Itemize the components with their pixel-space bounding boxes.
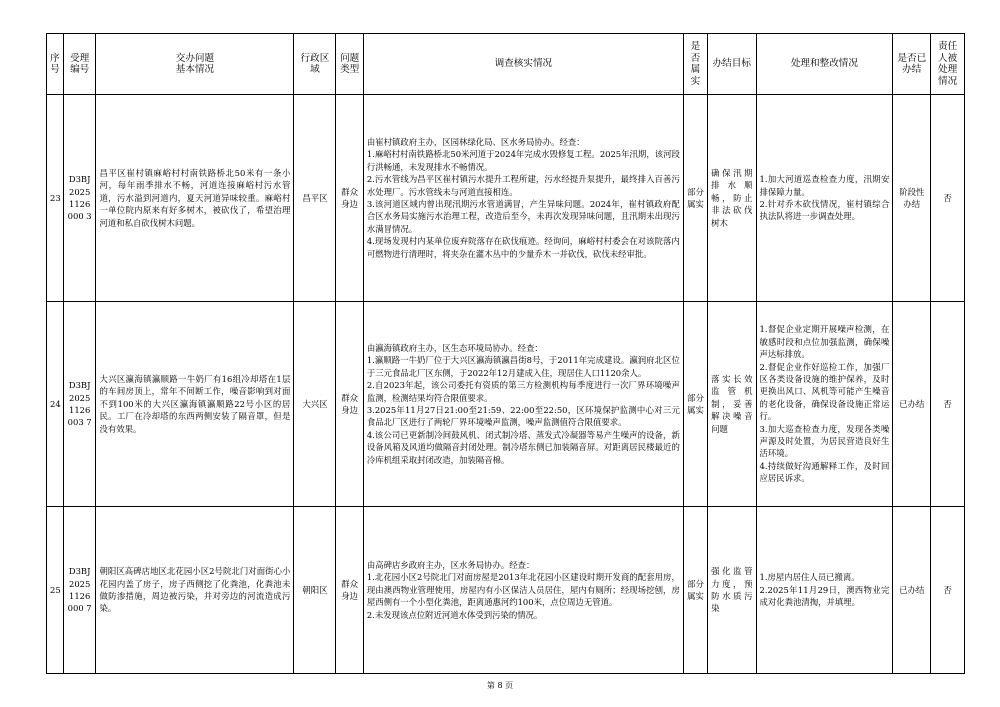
cases-table [46,33,965,674]
header-issue-type: 问题类型 [336,34,363,95]
cell-accountability: 否 [931,95,965,302]
cell-handling: 1.督促企业定期开展噪声检测，在敏感时段和点位加强监测，确保噪声达标排放。 2.督促企业作好巡检工作，加强厂区各类设备设施的维护保养，及时更换出风口、风机等可能产生噪音的老化设备，确保设备设施正常运行。 3.加大巡查检查力度，发现各类噪声源及时处置，为居民营造良好生活环境。 4.持续做好沟通解释工作，及时回应居民诉求。 [756,302,893,507]
cell-issue: 朝阳区高碑店地区北花园小区2号院北门对面街心小花园内盖了房子，房子西侧挖了化粪池，化粪池未做防渗措施，周边被污染，并对旁边的河流造成污染。 [96,507,294,674]
cell-accountability: 否 [931,507,965,674]
cell-verified: 部分属实 [683,95,707,302]
cell-investigation: 由高碑店乡政府主办，区水务局协办。经查： 1.北花园小区2号院北门对面房屋是2013年北花园小区建设时期开发商的配套用房，现由澳西物业管理使用，房屋内有小区保洁人员居住，屋内有厕所；经现场挖刨，房屋西侧有一个小型化粪池，距离通惠河约100米，点位周边无管道。 2.未发现该点位附近河道水体受到污染的情况。 [363,507,683,674]
cell-accountability: 否 [931,302,965,507]
cell-goal: 强化监管力度，预防水质污染 [708,507,756,674]
cell-investigation: 由瀛海镇政府主办，区生态环境局协办。经查： 1.瀛顺路一牛奶厂位于大兴区瀛海镇瀛昌街8号，于2011年完成建设。瀛润府北区位于三元食品北厂区东侧，于2022年12月建成入住，现居住人口1120余人。 2.自2023年起，该公司委托有资质的第三方检测机构每季度进行一次厂界环境噪声监测，检测结果均符合限值要求。 3.2025年11月27日21:00至21:59、22:00至22:50，区环境保护监测中心对三元食品北厂区进行了两轮厂界环境噪声监测，噪声监测值符合限值要求。 4.该公司已更新制冷间鼓风机、闭式制冷塔、蒸发式冷凝器等易产生噪声的设备，新设备风箱及风道均做隔音封闭处理。制冷塔东侧已加装隔音屏。对距离居民楼最近的冷库机组采取封闭改造，加装隔音棉。 [363,302,683,507]
cell-district: 昌平区 [294,95,336,302]
cell-handling: 1.房屋内居住人员已搬离。 2.2025年11月29日，澳西物业完成对化粪池清掏，并填埋。 [756,507,893,674]
header-investigation: 调查核实情况 [363,34,683,95]
cell-investigation: 由崔村镇政府主办，区园林绿化局、区水务局协办。经查： 1.麻峪村村南铁路桥北50米河道于2024年完成水毁修复工程。2025年汛期，该河段行洪畅通，未发现排水不畅情况。 2.污水管线为昌平区崔村镇污水提升工程所建，污水经提升泵提升，最终排入百善污水处理厂。污水管线未与河道直接相连。 3.该河道区域内曾出现汛期污水管道满冒，产生异味问题。2024年，崔村镇政府配合区水务局实施污水治理工程，改造后至今，未再次发现异味问题，且汛期未出现污水满冒情况。 4.现场发现村内某单位废弃院落存在砍伐痕迹。经询问，麻峪村村委会在对该院落内可燃物进行清理时，将夹杂在灌木丛中的少量乔木一并砍伐，砍伐未经审批。 [363,95,683,302]
header-accountability: 责任人被处理情况 [931,34,965,95]
table-row [47,95,965,302]
header-district: 行政区域 [294,34,336,95]
page-number: 第 8 页 [486,681,514,690]
table-row [47,302,965,507]
cell-issue: 大兴区瀛海镇瀛顺路一牛奶厂有16组冷却塔在1层的车间房顶上，常年不间断工作，噪音影响到对面不到100米的大兴区瀛海镇瀛顺路22号小区的居民。工厂在冷却塔的东西两侧安装了隔音罩，但是没有效果。 [96,302,294,507]
header-acceptance-id: 受理编号 [63,34,96,95]
table-row [47,507,965,674]
cell-verified: 部分属实 [683,507,707,674]
header-goal: 办结目标 [708,34,756,95]
cell-district: 大兴区 [294,302,336,507]
cell-completed: 已办结 [893,302,931,507]
cell-handling: 1.加大河道巡查检查力度，汛期安排保障力量。 2.针对乔木砍伐情况，崔村镇综合执法队将进一步调查处理。 [756,95,893,302]
header-row [47,34,965,95]
cell-acceptance-id: D3BJ20251126000 3 [63,95,96,302]
cell-acceptance-id: D3BJ20251126000 7 [63,507,96,674]
cell-seq: 24 [47,302,64,507]
cell-issue-type: 群众身边 [336,507,363,674]
cell-verified: 部分属实 [683,302,707,507]
cell-seq: 23 [47,95,64,302]
header-completed: 是否已办结 [893,34,931,95]
cell-seq: 25 [47,507,64,674]
header-seq: 序号 [47,34,64,95]
header-verified: 是否属实 [683,34,707,95]
cell-goal: 落实长效监管机制，妥善解决噪音问题 [708,302,756,507]
cell-issue-type: 群众身边 [336,95,363,302]
cell-district: 朝阳区 [294,507,336,674]
cell-completed: 阶段性办结 [893,95,931,302]
header-handling: 处理和整改情况 [756,34,893,95]
cell-issue-type: 群众身边 [336,302,363,507]
cell-completed: 已办结 [893,507,931,674]
cell-goal: 确保汛期排水顺畅，防止非法砍伐树木 [708,95,756,302]
header-issue: 交办问题 基本情况 [96,34,294,95]
cell-issue: 昌平区崔村镇麻峪村村南铁路桥北50米有一条小河，每年雨季排水不畅，河道连接麻峪村污水管道，污水溢到河道内，夏天河道异味较重。麻峪村一单位院内原来有好多树木，被砍伐了，希望治理河道和私自砍伐树木问题。 [96,95,294,302]
cell-acceptance-id: D3BJ20251126003 7 [63,302,96,507]
